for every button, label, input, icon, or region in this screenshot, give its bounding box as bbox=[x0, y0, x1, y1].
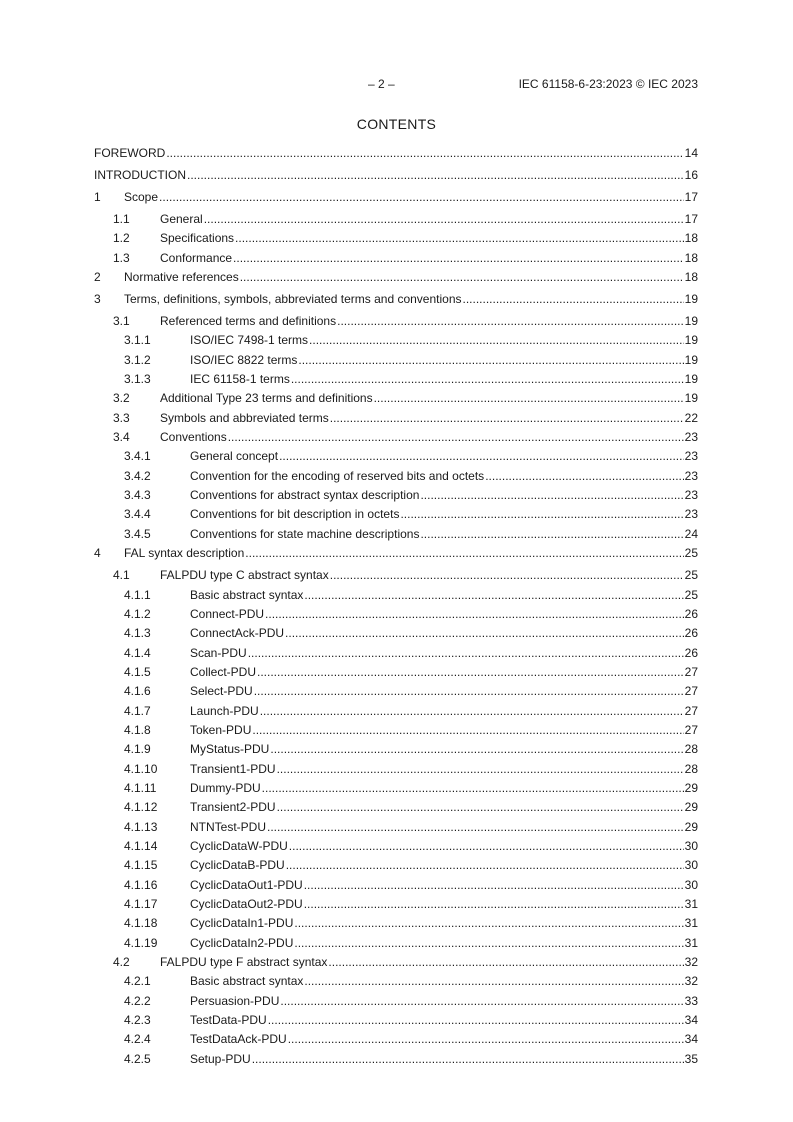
toc-entry[interactable] bbox=[94, 626, 698, 645]
toc-entry-label: Conventions bbox=[160, 430, 227, 445]
toc-entry-label: CyclicDataIn2-PDU bbox=[190, 935, 294, 950]
toc-entry-page: 31 bbox=[684, 897, 698, 911]
toc-entry-page: 27 bbox=[684, 684, 698, 699]
toc-entry-number: 1.2 bbox=[113, 231, 130, 246]
toc-entry-label: Referenced terms and definitions bbox=[160, 314, 337, 329]
toc-entry-number: 3.4.4 bbox=[124, 507, 151, 522]
toc-dot-leader bbox=[240, 270, 684, 284]
toc-dot-leader bbox=[294, 936, 683, 950]
toc-entry-page: 23 bbox=[684, 449, 698, 464]
toc-entry-number: 4.1 bbox=[113, 568, 130, 583]
toc-entry-page: 23 bbox=[684, 430, 698, 445]
toc-entry-number: 1.3 bbox=[113, 250, 130, 265]
toc-dot-leader bbox=[400, 507, 683, 521]
toc-entry-label: Persuasion-PDU bbox=[190, 993, 280, 1008]
toc-entry[interactable] bbox=[94, 858, 698, 877]
toc-dot-leader bbox=[485, 469, 683, 483]
toc-entry-page: 30 bbox=[684, 858, 698, 873]
toc-entry-label: IEC 61158-1 terms bbox=[190, 372, 290, 387]
toc-entry[interactable] bbox=[94, 333, 698, 352]
toc-entry-number: 4.1.10 bbox=[124, 761, 158, 776]
toc-entry-page: 32 bbox=[684, 974, 698, 989]
toc-entry-label: FOREWORD bbox=[94, 146, 166, 160]
toc-entry-number: 3.1.3 bbox=[124, 372, 151, 387]
toc-entry-label: Launch-PDU bbox=[190, 703, 259, 718]
toc-dot-leader bbox=[277, 762, 684, 776]
toc-entry-number: 4.1.16 bbox=[124, 877, 158, 892]
toc-entry-label: CyclicDataIn1-PDU bbox=[190, 916, 294, 931]
toc-entry-number: 3.4.2 bbox=[124, 468, 151, 483]
toc-entry-page: 27 bbox=[684, 722, 698, 737]
toc-entry-label: Transient1-PDU bbox=[190, 761, 276, 776]
toc-entry-label: INTRODUCTION bbox=[94, 168, 186, 182]
toc-entry[interactable] bbox=[94, 212, 698, 231]
toc-entry[interactable] bbox=[94, 292, 698, 314]
toc-entry-number: 3.4.1 bbox=[124, 449, 151, 464]
toc-entry-page: 30 bbox=[684, 877, 698, 892]
toc-entry-page: 22 bbox=[684, 410, 698, 425]
toc-entry-number: 4.1.6 bbox=[124, 684, 151, 699]
toc-entry[interactable] bbox=[94, 762, 698, 781]
toc-entry-label: Conventions for bit description in octets bbox=[190, 507, 400, 522]
toc-entry[interactable] bbox=[94, 916, 698, 935]
toc-entry-page: 18 bbox=[684, 250, 698, 265]
toc-entry-number: 3.4.5 bbox=[124, 526, 151, 541]
toc-entry-number: 1 bbox=[94, 190, 101, 204]
toc-entry[interactable] bbox=[94, 781, 698, 800]
toc-entry[interactable] bbox=[94, 488, 698, 507]
toc-entry-number: 4.1.1 bbox=[124, 587, 151, 602]
toc-entry[interactable] bbox=[94, 353, 698, 372]
toc-dot-leader bbox=[304, 878, 684, 892]
toc-dot-leader bbox=[304, 974, 683, 988]
toc-entry[interactable] bbox=[94, 994, 698, 1013]
toc-entry[interactable] bbox=[94, 839, 698, 858]
toc-entry-label: Transient2-PDU bbox=[190, 800, 276, 815]
toc-entry-number: 4.1.11 bbox=[124, 780, 157, 795]
toc-dot-leader bbox=[304, 897, 684, 911]
toc-entry[interactable] bbox=[94, 1013, 698, 1032]
toc-entry-label: Collect-PDU bbox=[190, 664, 257, 679]
toc-entry-label: NTNTest-PDU bbox=[190, 819, 267, 834]
toc-entry-label: Dummy-PDU bbox=[190, 780, 261, 795]
toc-entry-number: 4.1.5 bbox=[124, 664, 151, 679]
toc-dot-leader bbox=[289, 839, 684, 853]
toc-entry-page: 25 bbox=[684, 568, 698, 583]
toc-entry-label: CyclicDataOut1-PDU bbox=[190, 877, 303, 892]
toc-entry-number: 4.1.9 bbox=[124, 742, 151, 757]
toc-entry[interactable] bbox=[94, 251, 698, 270]
toc-entry-label: ISO/IEC 8822 terms bbox=[190, 352, 298, 367]
toc-entry-label: FALPDU type F abstract syntax bbox=[160, 955, 328, 970]
toc-entry-number: 4.1.8 bbox=[124, 722, 151, 737]
toc-entry-page: 23 bbox=[684, 507, 698, 522]
toc-dot-leader bbox=[260, 704, 684, 718]
toc-entry-label: Conventions for abstract syntax description bbox=[190, 488, 420, 503]
toc-entry-number: 4.2.2 bbox=[124, 993, 151, 1008]
toc-entry[interactable] bbox=[94, 372, 698, 391]
toc-entry-number: 4.1.17 bbox=[124, 897, 158, 911]
page-title: CONTENTS bbox=[356, 116, 437, 132]
toc-dot-leader bbox=[267, 820, 684, 834]
toc-entry-page: 24 bbox=[684, 526, 698, 541]
toc-entry-number: 4.1.4 bbox=[124, 645, 151, 660]
toc-entry-number: 3.1.1 bbox=[124, 333, 151, 348]
toc-entry-page: 17 bbox=[684, 212, 698, 226]
toc-entry-number: 4.2 bbox=[113, 955, 130, 970]
toc-dot-leader bbox=[286, 858, 684, 872]
toc-entry[interactable] bbox=[94, 684, 698, 703]
toc-entry-page: 32 bbox=[684, 955, 698, 970]
toc-entry[interactable] bbox=[94, 527, 698, 546]
toc-entry[interactable] bbox=[94, 742, 698, 761]
toc-dot-leader bbox=[420, 527, 683, 541]
toc-entry-number: 1.1 bbox=[113, 212, 130, 226]
toc-entry-page: 19 bbox=[684, 292, 698, 307]
page-number: – 2 – bbox=[368, 77, 395, 91]
toc-entry-number: 4.1.2 bbox=[124, 606, 151, 621]
toc-entry-number: 4.1.3 bbox=[124, 626, 151, 641]
toc-entry-page: 31 bbox=[684, 935, 698, 950]
toc-entry-page: 23 bbox=[684, 488, 698, 503]
toc-entry-page: 34 bbox=[684, 1032, 698, 1047]
toc-entry-label: Specifications bbox=[160, 231, 235, 246]
toc-dot-leader bbox=[330, 411, 684, 425]
toc-entry-number: 4.1.18 bbox=[124, 916, 158, 931]
toc-entry[interactable] bbox=[94, 430, 698, 449]
toc-entry-page: 19 bbox=[684, 314, 698, 329]
toc-dot-leader bbox=[262, 781, 684, 795]
toc-entry-page: 26 bbox=[684, 626, 698, 641]
toc-dot-leader bbox=[337, 314, 684, 328]
toc-entry-label: Select-PDU bbox=[190, 684, 253, 699]
toc-dot-leader bbox=[204, 212, 684, 226]
toc-entry-number: 3.4.3 bbox=[124, 488, 151, 503]
toc-entry[interactable] bbox=[94, 190, 698, 212]
toc-entry-number: 4.1.19 bbox=[124, 935, 158, 950]
table-of-contents bbox=[94, 146, 698, 1071]
toc-entry-label: General bbox=[160, 212, 203, 226]
toc-entry[interactable] bbox=[94, 974, 698, 993]
toc-entry-page: 29 bbox=[684, 819, 698, 834]
toc-entry-page: 25 bbox=[684, 546, 698, 561]
toc-entry-label: Symbols and abbreviated terms bbox=[160, 410, 329, 425]
toc-dot-leader bbox=[245, 546, 683, 560]
toc-entry-page: 19 bbox=[684, 352, 698, 367]
toc-entry[interactable] bbox=[94, 723, 698, 742]
toc-dot-leader bbox=[257, 665, 684, 679]
toc-entry-page: 30 bbox=[684, 838, 698, 853]
toc-entry[interactable] bbox=[94, 588, 698, 607]
toc-dot-leader bbox=[233, 251, 684, 265]
toc-entry-label: Connect-PDU bbox=[190, 606, 265, 621]
toc-entry-label: Basic abstract syntax bbox=[190, 974, 304, 989]
toc-entry[interactable] bbox=[94, 607, 698, 626]
toc-entry[interactable] bbox=[94, 1052, 698, 1071]
toc-dot-leader bbox=[228, 430, 684, 444]
toc-entry[interactable] bbox=[94, 936, 698, 955]
toc-entry[interactable] bbox=[94, 568, 698, 587]
toc-entry-page: 35 bbox=[684, 1051, 698, 1066]
toc-entry-label: FAL syntax description bbox=[124, 546, 245, 561]
toc-entry-page: 28 bbox=[684, 742, 698, 757]
toc-entry-number: 4.1.13 bbox=[124, 819, 158, 834]
toc-entry-label: Additional Type 23 terms and definitions bbox=[160, 391, 373, 406]
toc-entry-label: Scan-PDU bbox=[190, 645, 247, 660]
toc-entry[interactable] bbox=[94, 314, 698, 333]
toc-dot-leader bbox=[248, 646, 684, 660]
toc-entry-page: 27 bbox=[684, 703, 698, 718]
toc-dot-leader bbox=[463, 292, 684, 306]
toc-dot-leader bbox=[294, 916, 683, 930]
toc-entry-label: General concept bbox=[190, 449, 279, 464]
toc-entry-label: ISO/IEC 7498-1 terms bbox=[190, 333, 309, 348]
toc-entry-number: 4.2.1 bbox=[124, 974, 151, 989]
toc-entry[interactable] bbox=[94, 955, 698, 974]
toc-entry-number: 4 bbox=[94, 546, 101, 561]
toc-dot-leader bbox=[252, 723, 683, 737]
toc-entry-label: Token-PDU bbox=[190, 722, 252, 737]
toc-dot-leader bbox=[330, 568, 684, 582]
toc-entry[interactable] bbox=[94, 878, 698, 897]
toc-entry-number: 4.2.5 bbox=[124, 1051, 151, 1066]
toc-entry-label: Conformance bbox=[160, 250, 233, 265]
toc-entry-number: 3.4 bbox=[113, 430, 130, 445]
toc-entry[interactable] bbox=[94, 391, 698, 410]
toc-entry-number: 4.2.3 bbox=[124, 1013, 151, 1028]
toc-entry[interactable] bbox=[94, 665, 698, 684]
toc-dot-leader bbox=[304, 588, 683, 602]
toc-entry[interactable] bbox=[94, 449, 698, 468]
toc-entry-label: CyclicDataB-PDU bbox=[190, 858, 285, 873]
toc-entry[interactable] bbox=[94, 270, 698, 292]
toc-entry[interactable] bbox=[94, 411, 698, 430]
toc-entry-number: 3.1.2 bbox=[124, 352, 151, 367]
toc-entry[interactable] bbox=[94, 820, 698, 839]
toc-entry-label: Conventions for state machine descriptions bbox=[190, 526, 420, 541]
toc-entry[interactable] bbox=[94, 646, 698, 665]
toc-dot-leader bbox=[252, 1052, 684, 1066]
toc-entry[interactable] bbox=[94, 546, 698, 568]
toc-dot-leader bbox=[187, 168, 684, 182]
toc-entry-label: FALPDU type C abstract syntax bbox=[160, 568, 329, 583]
toc-entry-number: 3.2 bbox=[113, 391, 130, 406]
toc-entry-label: CyclicDataOut2-PDU bbox=[190, 897, 303, 911]
toc-entry-page: 25 bbox=[684, 587, 698, 602]
toc-dot-leader bbox=[279, 449, 684, 463]
toc-entry[interactable] bbox=[94, 897, 698, 916]
toc-entry-page: 28 bbox=[684, 761, 698, 776]
toc-entry-label: MyStatus-PDU bbox=[190, 742, 270, 757]
toc-entry-number: 4.2.4 bbox=[124, 1032, 151, 1047]
toc-entry-label: TestData-PDU bbox=[190, 1013, 267, 1028]
toc-entry[interactable] bbox=[94, 704, 698, 723]
toc-dot-leader bbox=[265, 607, 684, 621]
toc-dot-leader bbox=[254, 684, 684, 698]
toc-entry-page: 34 bbox=[684, 1013, 698, 1028]
toc-dot-leader bbox=[291, 372, 684, 386]
toc-entry-page: 31 bbox=[684, 916, 698, 931]
toc-dot-leader bbox=[328, 955, 683, 969]
toc-dot-leader bbox=[374, 391, 684, 405]
toc-entry-page: 33 bbox=[684, 993, 698, 1008]
toc-entry-page: 29 bbox=[684, 800, 698, 815]
toc-dot-leader bbox=[268, 1013, 684, 1027]
toc-entry-page: 19 bbox=[684, 333, 698, 348]
toc-entry[interactable] bbox=[94, 146, 698, 168]
toc-entry-number: 4.1.12 bbox=[124, 800, 158, 815]
toc-entry-page: 16 bbox=[684, 168, 698, 182]
toc-dot-leader bbox=[420, 488, 683, 502]
toc-entry-number: 4.1.14 bbox=[124, 838, 158, 853]
toc-dot-leader bbox=[159, 190, 684, 204]
toc-entry[interactable] bbox=[94, 507, 698, 526]
toc-entry-label: Basic abstract syntax bbox=[190, 587, 304, 602]
toc-dot-leader bbox=[288, 1032, 684, 1046]
standard-reference: IEC 61158-6-23:2023 © IEC 2023 bbox=[518, 77, 698, 91]
toc-entry-label: TestDataAck-PDU bbox=[190, 1032, 287, 1047]
toc-entry-page: 14 bbox=[684, 146, 698, 160]
toc-entry[interactable] bbox=[94, 168, 698, 190]
toc-entry[interactable] bbox=[94, 231, 698, 250]
toc-entry[interactable] bbox=[94, 469, 698, 488]
toc-dot-leader bbox=[309, 333, 684, 347]
toc-dot-leader bbox=[166, 146, 683, 160]
toc-entry-page: 23 bbox=[684, 468, 698, 483]
toc-entry-number: 4.1.15 bbox=[124, 858, 158, 873]
toc-entry-page: 26 bbox=[684, 606, 698, 621]
toc-entry-page: 18 bbox=[684, 231, 698, 246]
toc-entry-label: ConnectAck-PDU bbox=[190, 626, 285, 641]
toc-entry-label: Scope bbox=[124, 190, 159, 204]
toc-entry-number: 4.1.7 bbox=[124, 703, 151, 718]
toc-entry-label: Terms, definitions, symbols, abbreviated terms and conventions bbox=[124, 292, 462, 307]
toc-entry-page: 19 bbox=[684, 372, 698, 387]
toc-entry-label: Normative references bbox=[124, 270, 239, 285]
toc-entry-number: 3.3 bbox=[113, 410, 130, 425]
toc-entry-number: 3 bbox=[94, 292, 101, 307]
toc-dot-leader bbox=[285, 626, 684, 640]
toc-entry-label: Convention for the encoding of reserved bits and octets bbox=[190, 468, 485, 483]
toc-entry-number: 3.1 bbox=[113, 314, 130, 329]
toc-entry-page: 26 bbox=[684, 645, 698, 660]
toc-dot-leader bbox=[235, 231, 684, 245]
toc-entry-page: 17 bbox=[684, 190, 698, 204]
toc-entry-page: 19 bbox=[684, 391, 698, 406]
toc-entry-label: Setup-PDU bbox=[190, 1051, 251, 1066]
toc-entry-label: CyclicDataW-PDU bbox=[190, 838, 288, 853]
toc-entry[interactable] bbox=[94, 800, 698, 819]
toc-dot-leader bbox=[298, 353, 683, 367]
toc-entry-page: 27 bbox=[684, 664, 698, 679]
toc-entry-number: 2 bbox=[94, 270, 101, 285]
toc-dot-leader bbox=[277, 800, 684, 814]
toc-dot-leader bbox=[270, 742, 683, 756]
toc-entry-page: 18 bbox=[684, 270, 698, 285]
toc-dot-leader bbox=[280, 994, 683, 1008]
toc-entry-page: 29 bbox=[684, 780, 698, 795]
toc-entry[interactable] bbox=[94, 1032, 698, 1051]
